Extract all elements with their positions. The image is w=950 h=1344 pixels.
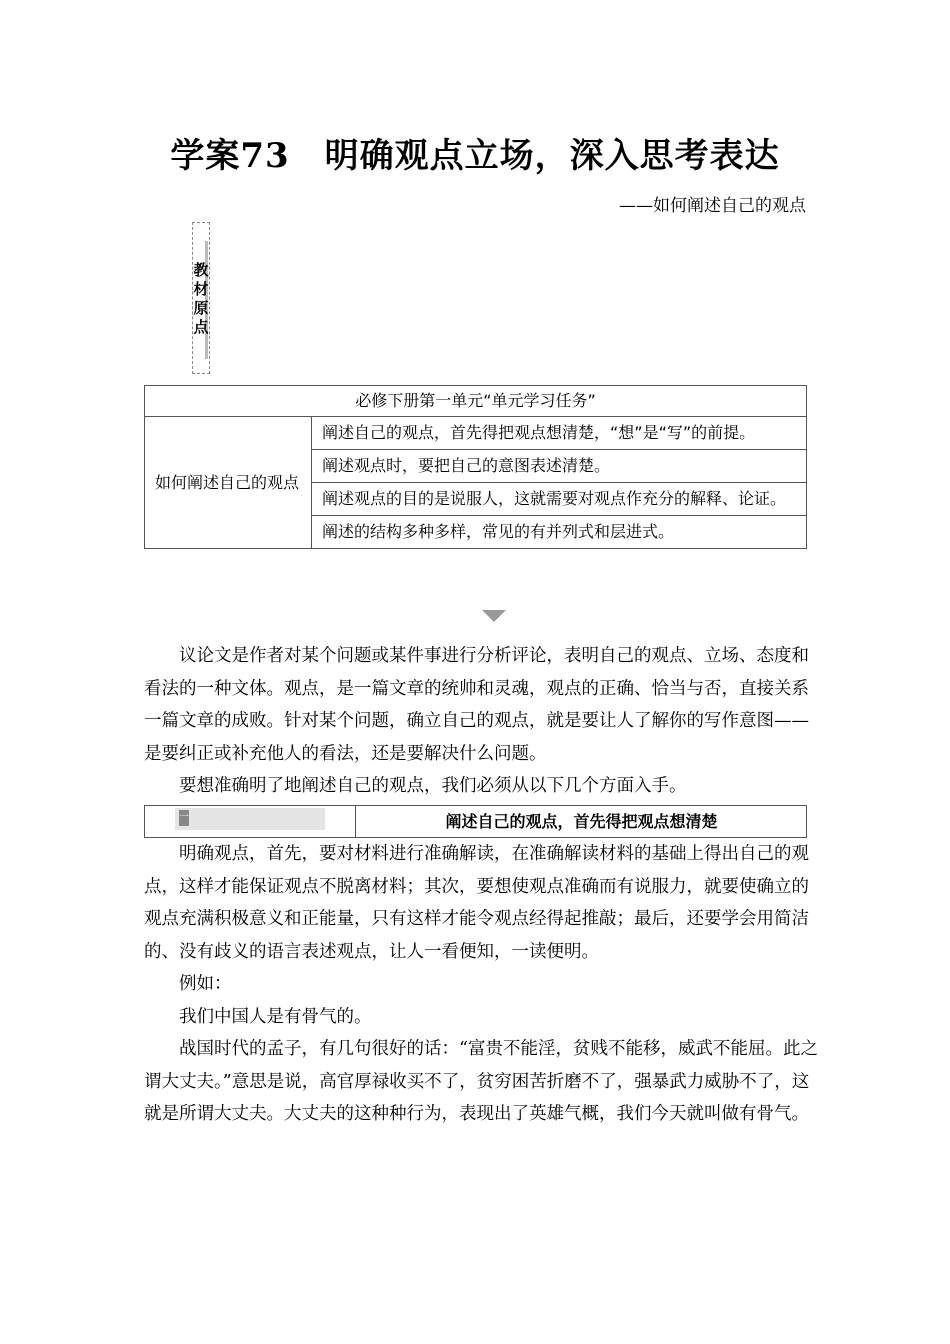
source-table-row: 阐述观点的目的是说服人，这就需要对观点作充分的解释、论证。 xyxy=(312,483,807,516)
intro-text xyxy=(144,640,824,803)
section-header xyxy=(144,805,807,838)
source-table-row: 阐述自己的观点，首先得把观点想清楚，“想”是“写”的前提。 xyxy=(312,417,807,450)
side-tab-label xyxy=(181,261,221,337)
section-body xyxy=(144,838,824,1131)
section-paragraph: 明确观点，首先，要对材料进行准确解读，在准确解读材料的基础上得出自己的观点，这样才能保证观点不脱离材料；其次，要想使观点准确而有说服力，就要使确立的观点充满积极意义和正能量，只有这样才能令观点经得起推敲；最后，还要学会用简洁的、没有歧义的语言表述观点，让人一看便知，一读便明。 xyxy=(144,844,809,962)
source-table-header: 必修下册第一单元“单元学习任务” xyxy=(145,386,807,417)
example-label: 例如： xyxy=(179,974,232,994)
page-subtitle: ——如何阐述自己的观点 xyxy=(619,196,806,216)
source-table-left-label: 如何阐述自己的观点 xyxy=(145,417,312,549)
section-title: 阐述自己的观点，首先得把观点想清楚 xyxy=(445,812,718,831)
section-divider xyxy=(355,806,356,837)
side-tab-text: 教材原点 xyxy=(193,261,209,336)
page-title: 学案73 明确观点立场，深入思考表达 xyxy=(170,136,780,176)
section-number-box xyxy=(175,808,325,830)
source-table-row: 阐述观点时，要把自己的意图表述清楚。 xyxy=(312,450,807,483)
example-title: 我们中国人是有骨气的。 xyxy=(179,1006,372,1027)
intro-paragraph-1: 议论文是作者对某个问题或某件事进行分析评论，表明自己的观点、立场、态度和看法的一种文体。观点，是一篇文章的统帅和灵魂，观点的正确、恰当与否，直接关系一篇文章的成败。针对某个问题，确立自己的观点，就是要让人了解你的写作意图——是要纠正或补充他人的看法，还是要解决什么问题。 xyxy=(144,646,809,764)
intro-paragraph-2: 要想准确明了地阐述自己的观点，我们必须从以下几个方面入手。 xyxy=(179,776,687,796)
down-arrow-icon xyxy=(482,610,506,622)
section-number: 一 xyxy=(179,810,189,826)
source-table xyxy=(144,385,807,549)
example-text: 战国时代的孟子，有几句很好的话：“富贵不能淫，贫贱不能移，威武不能屈。此之谓大丈夫。”意思是说，高官厚禄收买不了，贫穷困苦折磨不了，强暴武力威胁不了，这就是所谓大丈夫。大丈夫的这种种行为，表现出了英雄气概，我们今天就叫做有骨气。 xyxy=(144,1039,818,1124)
source-table-row: 阐述的结构多种多样，常见的有并列式和层进式。 xyxy=(312,516,807,549)
side-tab xyxy=(192,222,210,374)
